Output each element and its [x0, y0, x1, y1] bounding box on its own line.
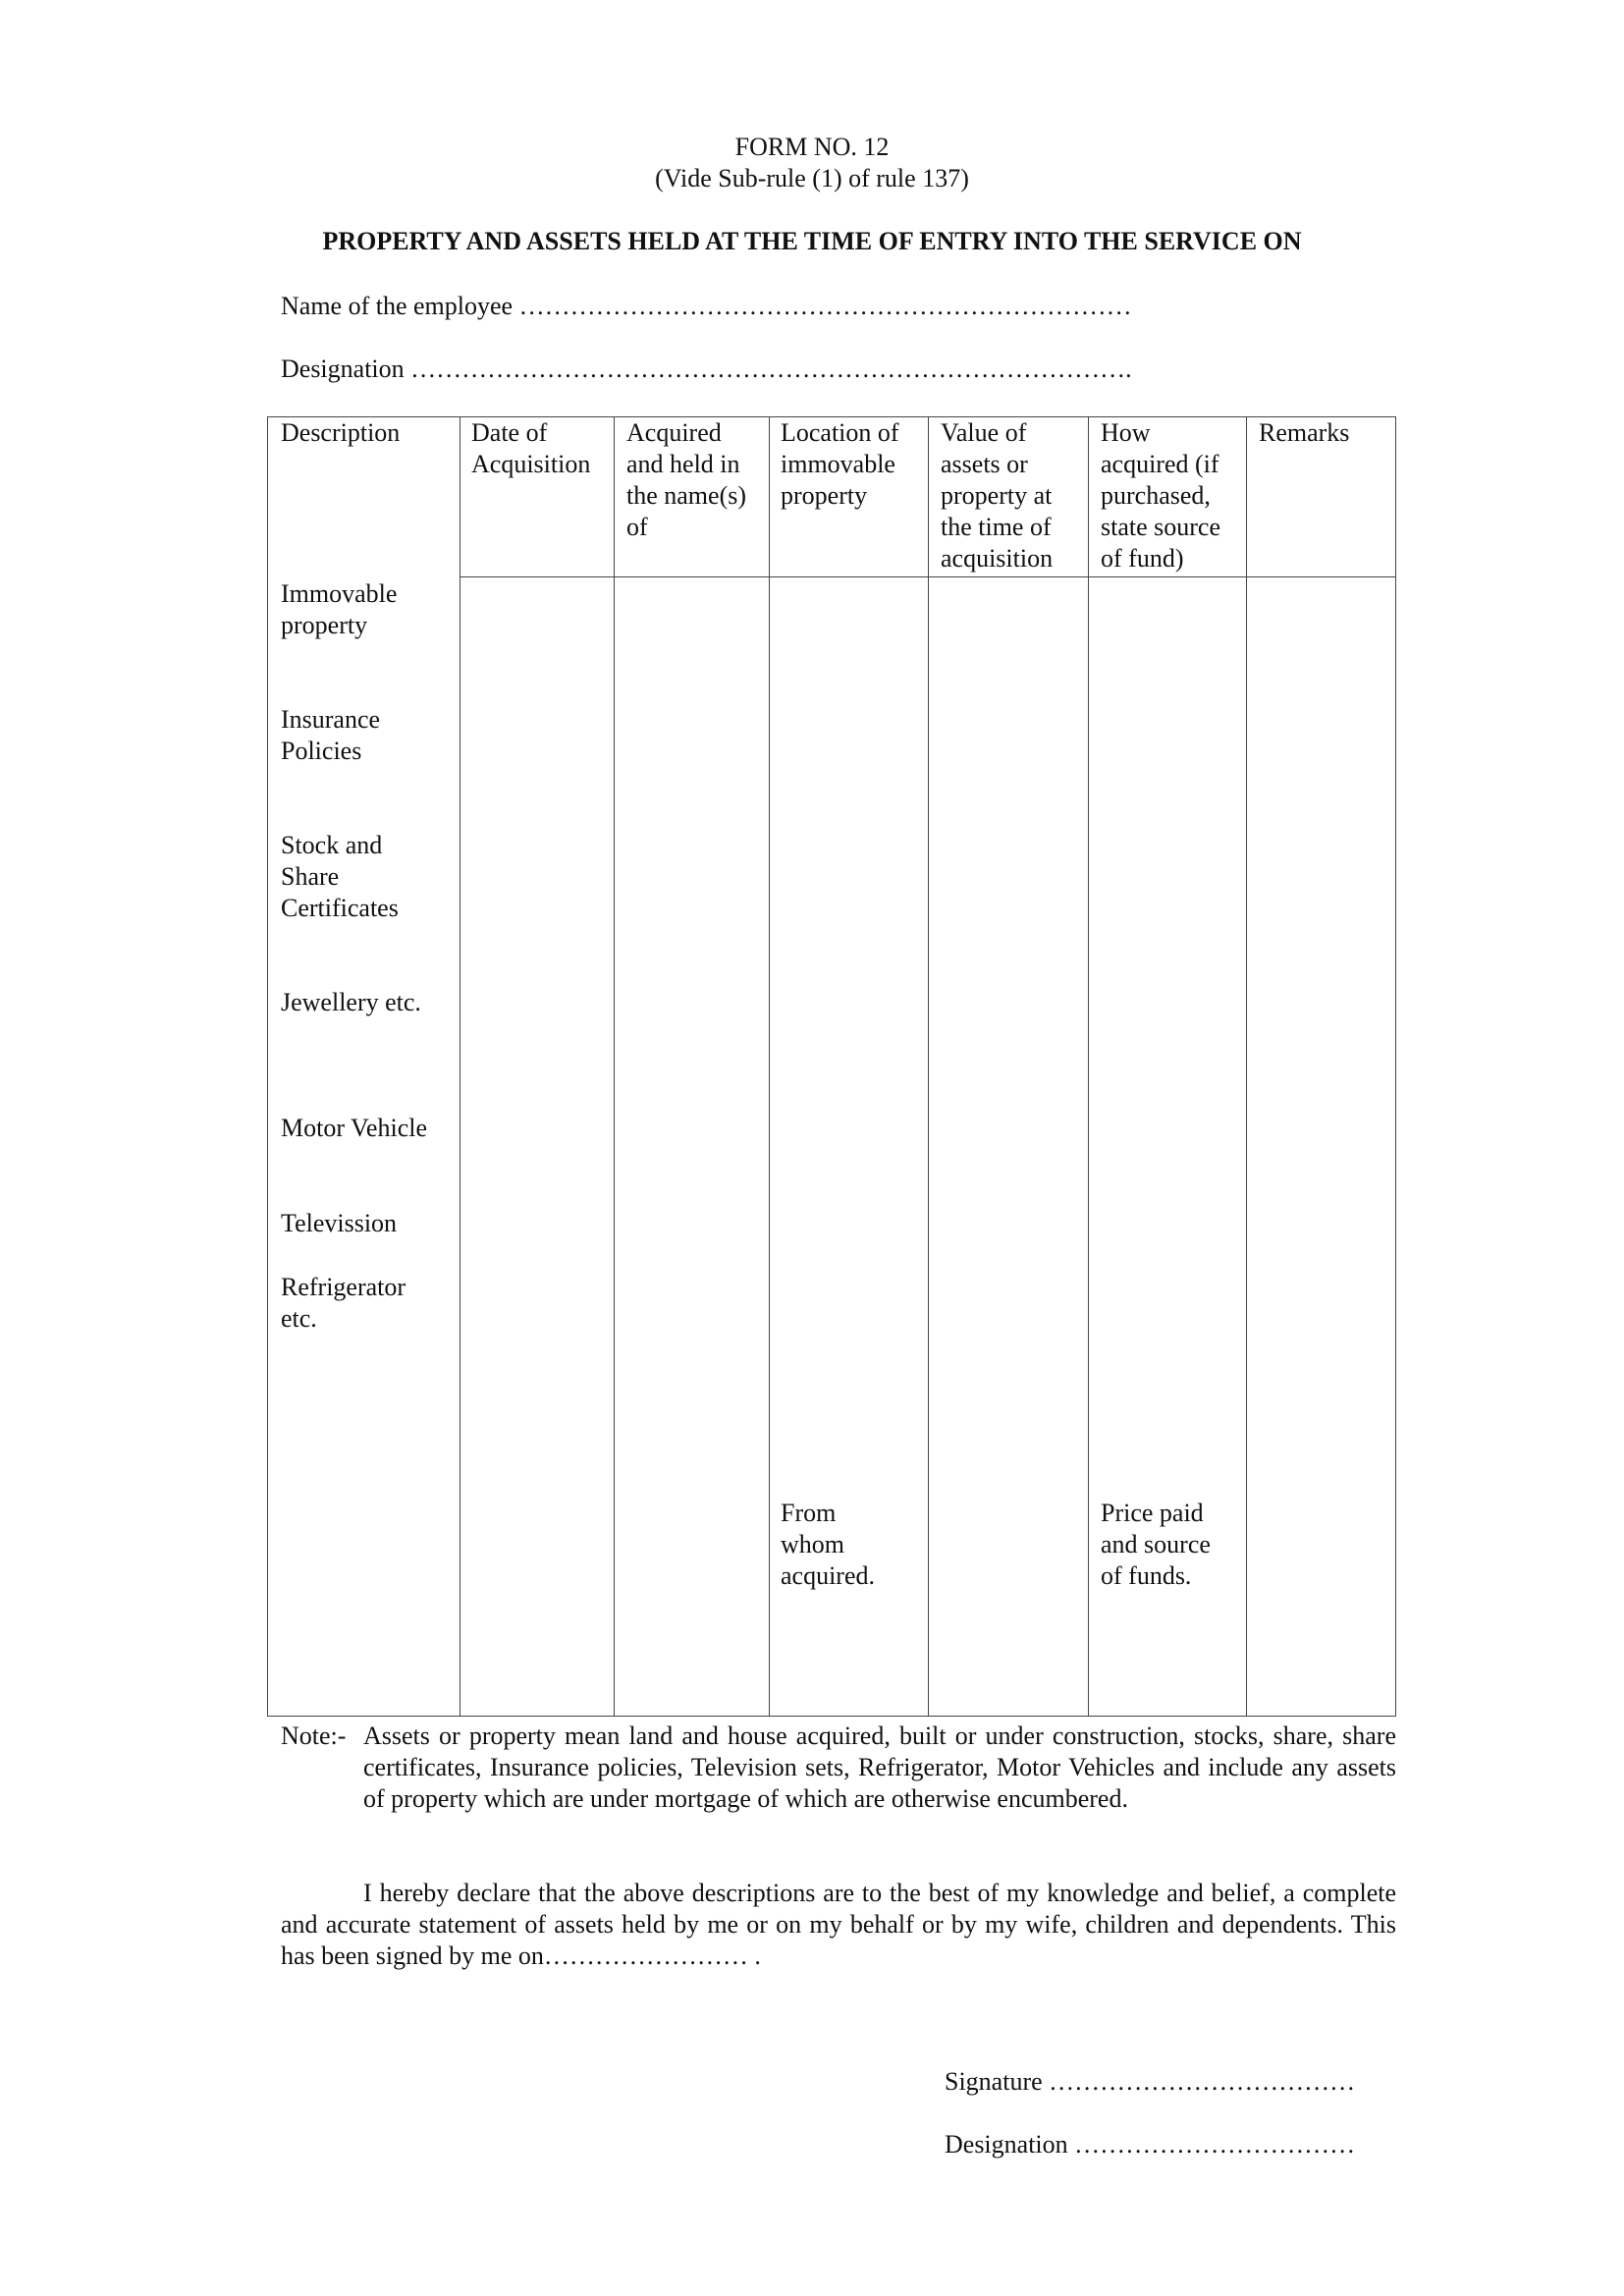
table-column-divider	[614, 417, 615, 1716]
table-header-divider	[460, 576, 1395, 577]
declaration-text: I hereby declare that the above descriptions are to the best of my knowledge and belief, a complete and accurate statement of assets held by me or on my behalf or by my wife, children and dependents. This has been signed by me on…………………… .	[281, 1879, 1396, 1970]
form-number: FORM NO. 12	[734, 133, 890, 161]
location-footnote: From whom acquired.	[781, 1499, 876, 1590]
note-text: Assets or property mean land and house acquired, built or under construction, stocks, share, share certificates, Insurance policies, Television sets, Refrigerator, Motor Vehicles and include any assets of property which are under mortgage of which are otherwise encumbered.	[363, 1722, 1396, 1813]
row-refrigerator: Refrigerator etc.	[281, 1273, 406, 1333]
row-insurance-policies: Insurance Policies	[281, 705, 381, 765]
table-column-divider	[1246, 417, 1247, 1716]
row-immovable-property: Immovable property	[281, 579, 398, 639]
assets-table	[267, 416, 1396, 1717]
employee-name-field[interactable]: Name of the employee ………………………………………………………………	[281, 292, 1132, 320]
header-location: Location of immovable property	[781, 418, 899, 510]
row-television: Televission	[281, 1209, 398, 1237]
designation-field[interactable]: Designation ………………………………………………………………………….	[281, 355, 1132, 383]
header-remarks: Remarks	[1259, 418, 1350, 447]
signature-designation-field[interactable]: Designation ……………………………	[945, 2130, 1356, 2159]
row-motor-vehicle: Motor Vehicle	[281, 1114, 427, 1142]
header-date-of-acquisition: Date of Acquisition	[471, 418, 591, 478]
table-column-divider	[769, 417, 770, 1716]
row-stock-share-certificates: Stock and Share Certificates	[281, 831, 399, 922]
signature-field[interactable]: Signature ………………………………	[945, 2067, 1356, 2096]
header-value: Value of assets or property at the time of acquisition	[941, 418, 1054, 573]
form-title: PROPERTY AND ASSETS HELD AT THE TIME OF ENTRY INTO THE SERVICE ON	[322, 227, 1302, 255]
table-column-divider	[1088, 417, 1089, 1716]
row-jewellery: Jewellery etc.	[281, 988, 421, 1016]
how-acquired-footnote: Price paid and source of funds.	[1101, 1499, 1211, 1590]
note-label: Note:-	[281, 1722, 347, 1750]
table-column-divider	[928, 417, 929, 1716]
header-how-acquired: How acquired (if purchased, state source of fund)	[1101, 418, 1221, 573]
header-acquired-held: Acquired and held in the name(s) of	[626, 418, 747, 541]
header-description: Description	[281, 418, 401, 447]
form-vide-reference: (Vide Sub-rule (1) of rule 137)	[655, 164, 969, 192]
